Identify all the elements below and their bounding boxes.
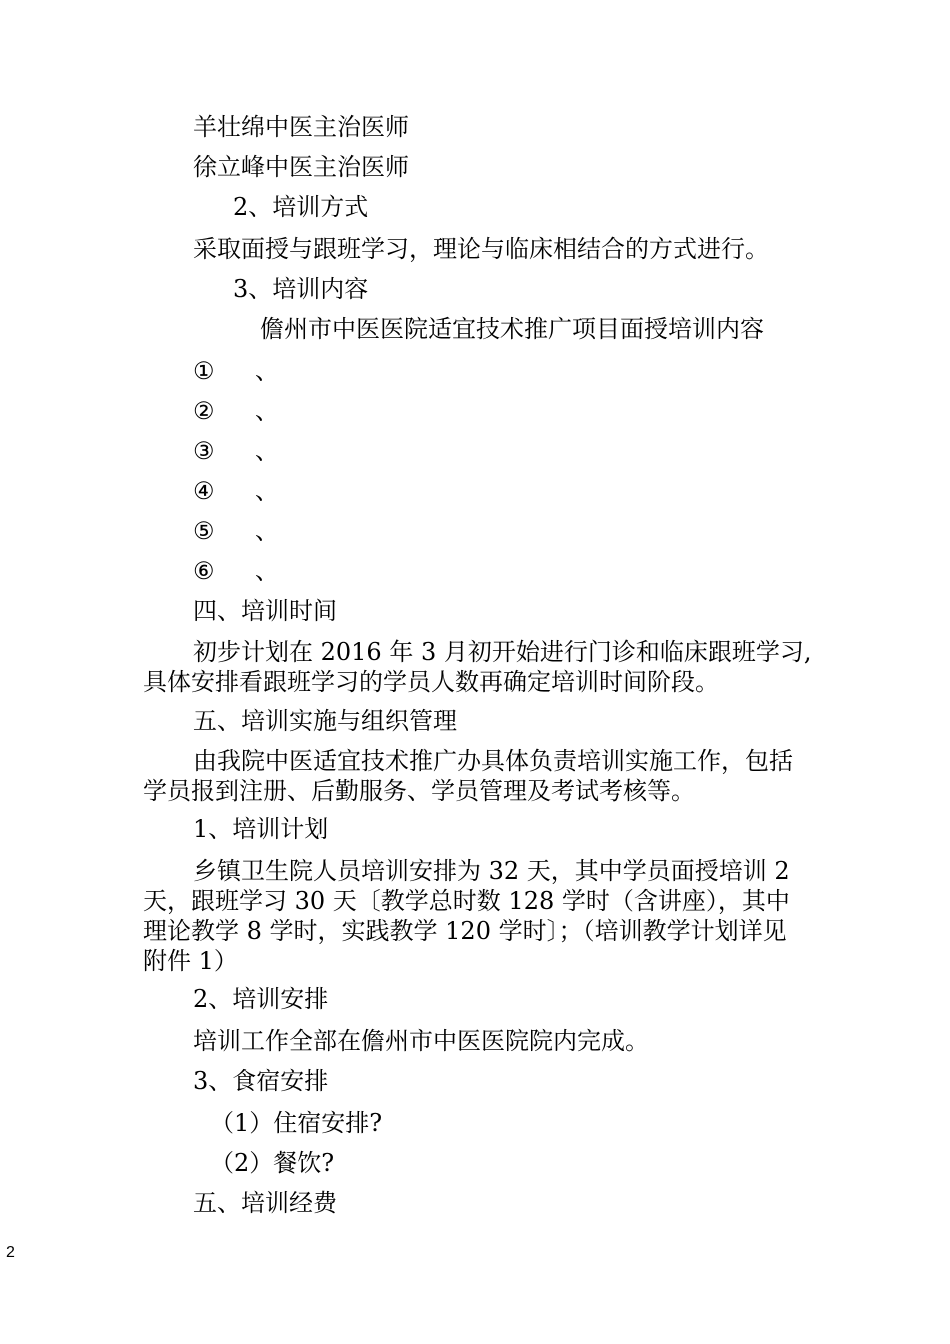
subsection-heading-lodging: 3、食宿安排 bbox=[193, 1067, 329, 1095]
time-paragraph bbox=[143, 637, 833, 697]
list-item-separator: 、 bbox=[255, 397, 279, 425]
subsection-heading-plan: 1、培训计划 bbox=[193, 815, 329, 843]
list-item-number: ⑤ bbox=[193, 517, 215, 545]
list-item-number: ④ bbox=[193, 477, 215, 505]
section-heading-fee: 五、培训经费 bbox=[193, 1189, 337, 1217]
staff-line-2: 徐立峰中医主治医师 bbox=[193, 153, 409, 181]
paragraph-line: 理论教学 8 学时，实践教学 120 学时〕；（培训教学计划详见 bbox=[143, 917, 787, 945]
list-item-number: ② bbox=[193, 397, 215, 425]
content-title: 儋州市中医医院适宜技术推广项目面授培训内容 bbox=[260, 315, 764, 343]
list-item-separator: 、 bbox=[255, 477, 279, 505]
list-item-separator: 、 bbox=[255, 557, 279, 585]
method-paragraph: 采取面授与跟班学习，理论与临床相结合的方式进行。 bbox=[193, 235, 769, 263]
subsection-heading-arrangement: 2、培训安排 bbox=[193, 985, 329, 1013]
paragraph-line: 乡镇卫生院人员培训安排为 32 天，其中学员面授培训 2 bbox=[193, 857, 790, 885]
paragraph-line: 学员报到注册、后勤服务、学员管理及考试考核等。 bbox=[143, 777, 695, 805]
paragraph-line: 附件 1） bbox=[143, 947, 238, 975]
list-item-separator: 、 bbox=[255, 437, 279, 465]
staff-line-1: 羊壮绵中医主治医师 bbox=[193, 113, 409, 141]
plan-paragraph bbox=[143, 856, 833, 976]
paragraph-line: 具体安排看跟班学习的学员人数再确定培训时间阶段。 bbox=[143, 668, 719, 696]
management-paragraph bbox=[143, 746, 833, 806]
list-item-number: ③ bbox=[193, 437, 215, 465]
section-heading-method: 2、培训方式 bbox=[233, 193, 369, 221]
lodging-item-meals: （2）餐饮? bbox=[210, 1149, 335, 1177]
paragraph-line: 初步计划在 2016 年 3 月初开始进行门诊和临床跟班学习, bbox=[193, 638, 812, 666]
list-item-number: ⑥ bbox=[193, 557, 215, 585]
paragraph-line: 由我院中医适宜技术推广办具体负责培训实施工作，包括 bbox=[193, 747, 793, 775]
section-heading-content: 3、培训内容 bbox=[233, 275, 369, 303]
page-number: 2 bbox=[6, 1244, 15, 1261]
lodging-item-accommodation: （1）住宿安排? bbox=[210, 1109, 383, 1137]
list-item-separator: 、 bbox=[255, 357, 279, 385]
list-item-number: ① bbox=[193, 357, 215, 385]
section-heading-management: 五、培训实施与组织管理 bbox=[193, 707, 457, 735]
paragraph-line: 天，跟班学习 30 天〔教学总时数 128 学时（含讲座），其中 bbox=[143, 887, 790, 915]
arrangement-paragraph: 培训工作全部在儋州市中医医院院内完成。 bbox=[193, 1027, 649, 1055]
list-item-separator: 、 bbox=[255, 517, 279, 545]
section-heading-time: 四、培训时间 bbox=[193, 597, 337, 625]
